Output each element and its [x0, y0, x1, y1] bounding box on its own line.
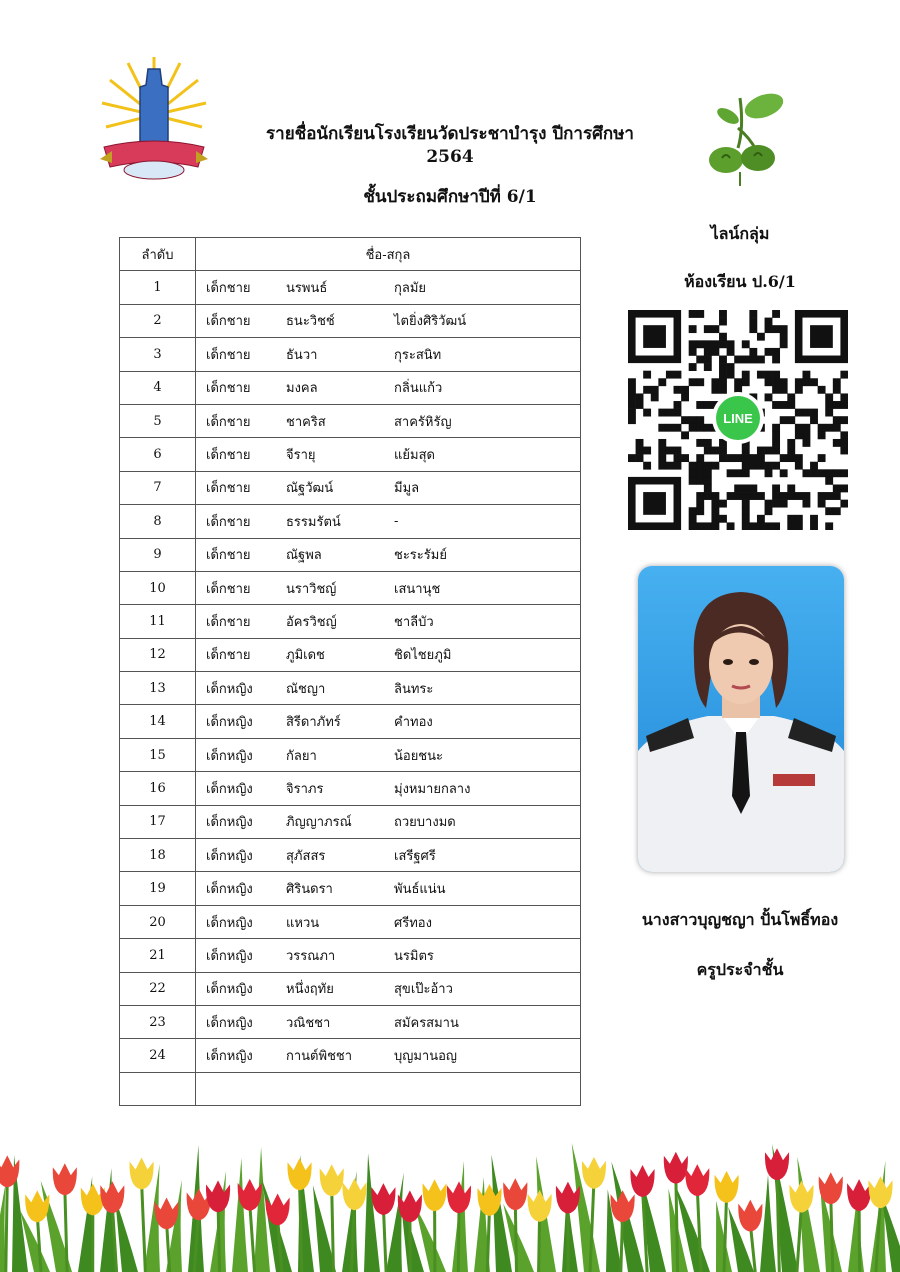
row-number: 6 — [120, 438, 196, 471]
student-last-name: มีมูล — [394, 481, 420, 497]
table-row — [120, 304, 581, 337]
student-prefix: เด็กหญิง — [206, 781, 253, 797]
student-last-name: สาครัหิรัญ — [394, 414, 452, 430]
student-last-name: สุขเป๊ะอ้าว — [394, 982, 453, 998]
row-name-cell — [196, 905, 581, 938]
row-number: 12 — [120, 638, 196, 671]
student-last-name: มุ่งหมายกลาง — [394, 781, 471, 797]
table-row — [120, 1039, 581, 1072]
student-first-name: ณัชญา — [286, 681, 326, 697]
student-last-name: บุญมานอญ — [394, 1049, 457, 1065]
student-last-name: สมัครสมาน — [394, 1015, 459, 1031]
row-name-cell — [196, 404, 581, 437]
student-first-name: ธนะวิชช์ — [286, 314, 335, 330]
student-prefix: เด็กชาย — [206, 314, 251, 330]
row-number: 22 — [120, 972, 196, 1005]
teacher-name: นางสาวบุญชญา ปั้นโพธิ์ทอง — [641, 910, 839, 929]
student-first-name: ณัฐวัฒน์ — [286, 481, 334, 497]
student-last-name: กลิ่นแก้ว — [394, 381, 443, 397]
row-number: 1 — [120, 271, 196, 304]
student-first-name: ภิญญาภรณ์ — [286, 815, 352, 831]
student-first-name: แหวน — [286, 915, 320, 931]
row-number: 9 — [120, 538, 196, 571]
row-number: 5 — [120, 404, 196, 437]
student-first-name: นราวิชญ์ — [286, 581, 337, 597]
row-name-cell — [196, 438, 581, 471]
row-name-cell — [196, 705, 581, 738]
table-row — [120, 805, 581, 838]
student-first-name: หนึ่งฤทัย — [286, 982, 334, 998]
student-first-name: สิรีดาภัทร์ — [286, 715, 341, 731]
student-prefix: เด็กหญิง — [206, 715, 253, 731]
table-row — [120, 271, 581, 304]
row-number: 10 — [120, 571, 196, 604]
student-prefix: เด็กชาย — [206, 548, 251, 564]
student-last-name: พันธ์แน่น — [394, 882, 446, 898]
student-last-name: ถวยบางมด — [394, 815, 456, 831]
student-last-name: น้อยชนะ — [394, 748, 444, 764]
line-badge-text: LINE — [723, 411, 753, 426]
student-last-name: ชาลีบัว — [394, 614, 434, 630]
row-name-cell — [196, 772, 581, 805]
row-name-cell — [196, 538, 581, 571]
row-number: 11 — [120, 605, 196, 638]
student-last-name: กุลมัย — [394, 281, 427, 297]
row-number: 8 — [120, 505, 196, 538]
table-row — [120, 404, 581, 437]
table-row — [120, 605, 581, 638]
table-row — [120, 538, 581, 571]
student-last-name: ชะระรัมย์ — [394, 548, 447, 564]
table-row — [120, 1072, 581, 1105]
student-last-name: เสรีฐศรี — [394, 848, 436, 864]
table-row — [120, 371, 581, 404]
student-first-name: กัลยา — [286, 748, 317, 764]
student-last-name: ลินทระ — [394, 681, 434, 697]
student-first-name: ธันวา — [286, 347, 318, 363]
student-prefix: เด็กชาย — [206, 281, 251, 297]
row-name-cell — [196, 972, 581, 1005]
student-prefix: เด็กชาย — [206, 381, 251, 397]
row-name-cell — [196, 1072, 581, 1105]
student-prefix: เด็กหญิง — [206, 1015, 253, 1031]
table-row — [120, 571, 581, 604]
table-row — [120, 505, 581, 538]
table-row — [120, 471, 581, 504]
teacher-role: ครูประจำชั้น — [696, 960, 784, 979]
row-number: 14 — [120, 705, 196, 738]
row-number: 23 — [120, 1005, 196, 1038]
row-number: 24 — [120, 1039, 196, 1072]
student-last-name: - — [394, 513, 399, 529]
student-prefix: เด็กชาย — [206, 347, 251, 363]
row-number: 2 — [120, 304, 196, 337]
row-name-cell — [196, 571, 581, 604]
student-first-name: อัครวิชญ์ — [286, 614, 337, 630]
table-row — [120, 738, 581, 771]
line-logo-icon — [712, 392, 764, 444]
table-body — [120, 271, 581, 1106]
student-first-name: มงคล — [286, 381, 318, 397]
student-prefix: เด็กชาย — [206, 481, 251, 497]
row-number: 20 — [120, 905, 196, 938]
row-name-cell — [196, 738, 581, 771]
row-name-cell — [196, 371, 581, 404]
student-first-name: วรรณภา — [286, 948, 336, 964]
table-row — [120, 772, 581, 805]
row-name-cell — [196, 1005, 581, 1038]
student-first-name: จิราภร — [286, 781, 324, 797]
student-first-name: จีรายุ — [286, 448, 316, 464]
row-name-cell — [196, 1039, 581, 1072]
student-prefix: เด็กหญิง — [206, 815, 253, 831]
row-number: 18 — [120, 839, 196, 872]
table-row — [120, 905, 581, 938]
row-name-cell — [196, 338, 581, 371]
student-prefix: เด็กหญิง — [206, 915, 253, 931]
student-last-name: ชิดไชยภูมิ — [394, 648, 452, 664]
student-last-name: เสนานุช — [394, 581, 441, 597]
student-first-name: ธรรมรัตน์ — [286, 514, 341, 530]
row-name-cell — [196, 271, 581, 304]
student-prefix: เด็กชาย — [206, 448, 251, 464]
line-group-title: ไลน์กลุ่ม — [710, 224, 770, 243]
student-first-name: ศิรินดรา — [286, 882, 333, 898]
table-row — [120, 705, 581, 738]
class-subtitle: ชั้นประถมศึกษาปีที่ 6/1 — [363, 187, 537, 207]
table-row — [120, 338, 581, 371]
column-header-number: ลำดับ — [120, 238, 196, 271]
student-last-name: ศรีทอง — [394, 915, 432, 931]
row-name-cell — [196, 638, 581, 671]
row-name-cell — [196, 304, 581, 337]
student-prefix: เด็กหญิง — [206, 681, 253, 697]
school-logo-icon — [98, 55, 210, 185]
row-name-cell — [196, 505, 581, 538]
row-number: 15 — [120, 738, 196, 771]
line-group-subtitle: ห้องเรียน ป.6/1 — [684, 272, 796, 291]
row-number: 13 — [120, 672, 196, 705]
row-number: 16 — [120, 772, 196, 805]
student-prefix: เด็กชาย — [206, 614, 251, 630]
student-prefix: เด็กชาย — [206, 414, 251, 430]
table-row — [120, 672, 581, 705]
row-name-cell — [196, 605, 581, 638]
student-prefix: เด็กชาย — [206, 648, 251, 664]
student-first-name: วณิชชา — [286, 1015, 331, 1031]
row-name-cell — [196, 471, 581, 504]
student-prefix: เด็กหญิง — [206, 948, 253, 964]
table-row — [120, 839, 581, 872]
student-prefix: เด็กหญิง — [206, 848, 253, 864]
student-prefix: เด็กหญิง — [206, 982, 253, 998]
tulip-border-icon — [0, 1130, 900, 1272]
teacher-photo — [638, 566, 844, 872]
row-number: 7 — [120, 471, 196, 504]
document-title: รายชื่อนักเรียนโรงเรียนวัดประชาบำรุง ปีการศึกษา 2564 — [266, 124, 634, 167]
student-prefix: เด็กหญิง — [206, 1049, 253, 1065]
row-name-cell — [196, 839, 581, 872]
student-last-name: ไตยิ่งศิริวัฒน์ — [394, 314, 467, 330]
row-number: 17 — [120, 805, 196, 838]
student-first-name: ภูมิเดช — [286, 648, 325, 664]
table-row — [120, 638, 581, 671]
student-prefix: เด็กชาย — [206, 581, 251, 597]
student-prefix: เด็กชาย — [206, 514, 251, 530]
table-row — [120, 939, 581, 972]
qr-code-icon[interactable] — [628, 310, 848, 530]
table-row — [120, 1005, 581, 1038]
table-row — [120, 972, 581, 1005]
student-last-name: คำทอง — [394, 715, 433, 731]
student-first-name: ชาคริส — [286, 414, 326, 430]
student-last-name: กุระสนิท — [394, 347, 442, 363]
student-first-name: นรพนธ์ — [286, 281, 328, 297]
row-name-cell — [196, 672, 581, 705]
row-name-cell — [196, 939, 581, 972]
student-last-name: นรมิตร — [394, 948, 434, 964]
row-name-cell — [196, 872, 581, 905]
student-last-name: แย้มสุด — [394, 448, 435, 464]
student-first-name: สุภัสสร — [286, 848, 326, 864]
student-prefix: เด็กหญิง — [206, 748, 253, 764]
row-number: 21 — [120, 939, 196, 972]
row-number: 4 — [120, 371, 196, 404]
row-number: 3 — [120, 338, 196, 371]
table-row — [120, 872, 581, 905]
table-row — [120, 438, 581, 471]
plant-icon — [700, 88, 790, 188]
table-header-row — [120, 238, 581, 271]
row-name-cell — [196, 805, 581, 838]
student-roster-table — [119, 237, 581, 1106]
row-number — [120, 1072, 196, 1105]
column-header-name: ชื่อ-สกุล — [196, 238, 581, 271]
student-prefix: เด็กหญิง — [206, 882, 253, 898]
student-first-name: ณัฐพล — [286, 548, 322, 564]
row-number: 19 — [120, 872, 196, 905]
student-first-name: กานต์พิชชา — [286, 1049, 353, 1065]
